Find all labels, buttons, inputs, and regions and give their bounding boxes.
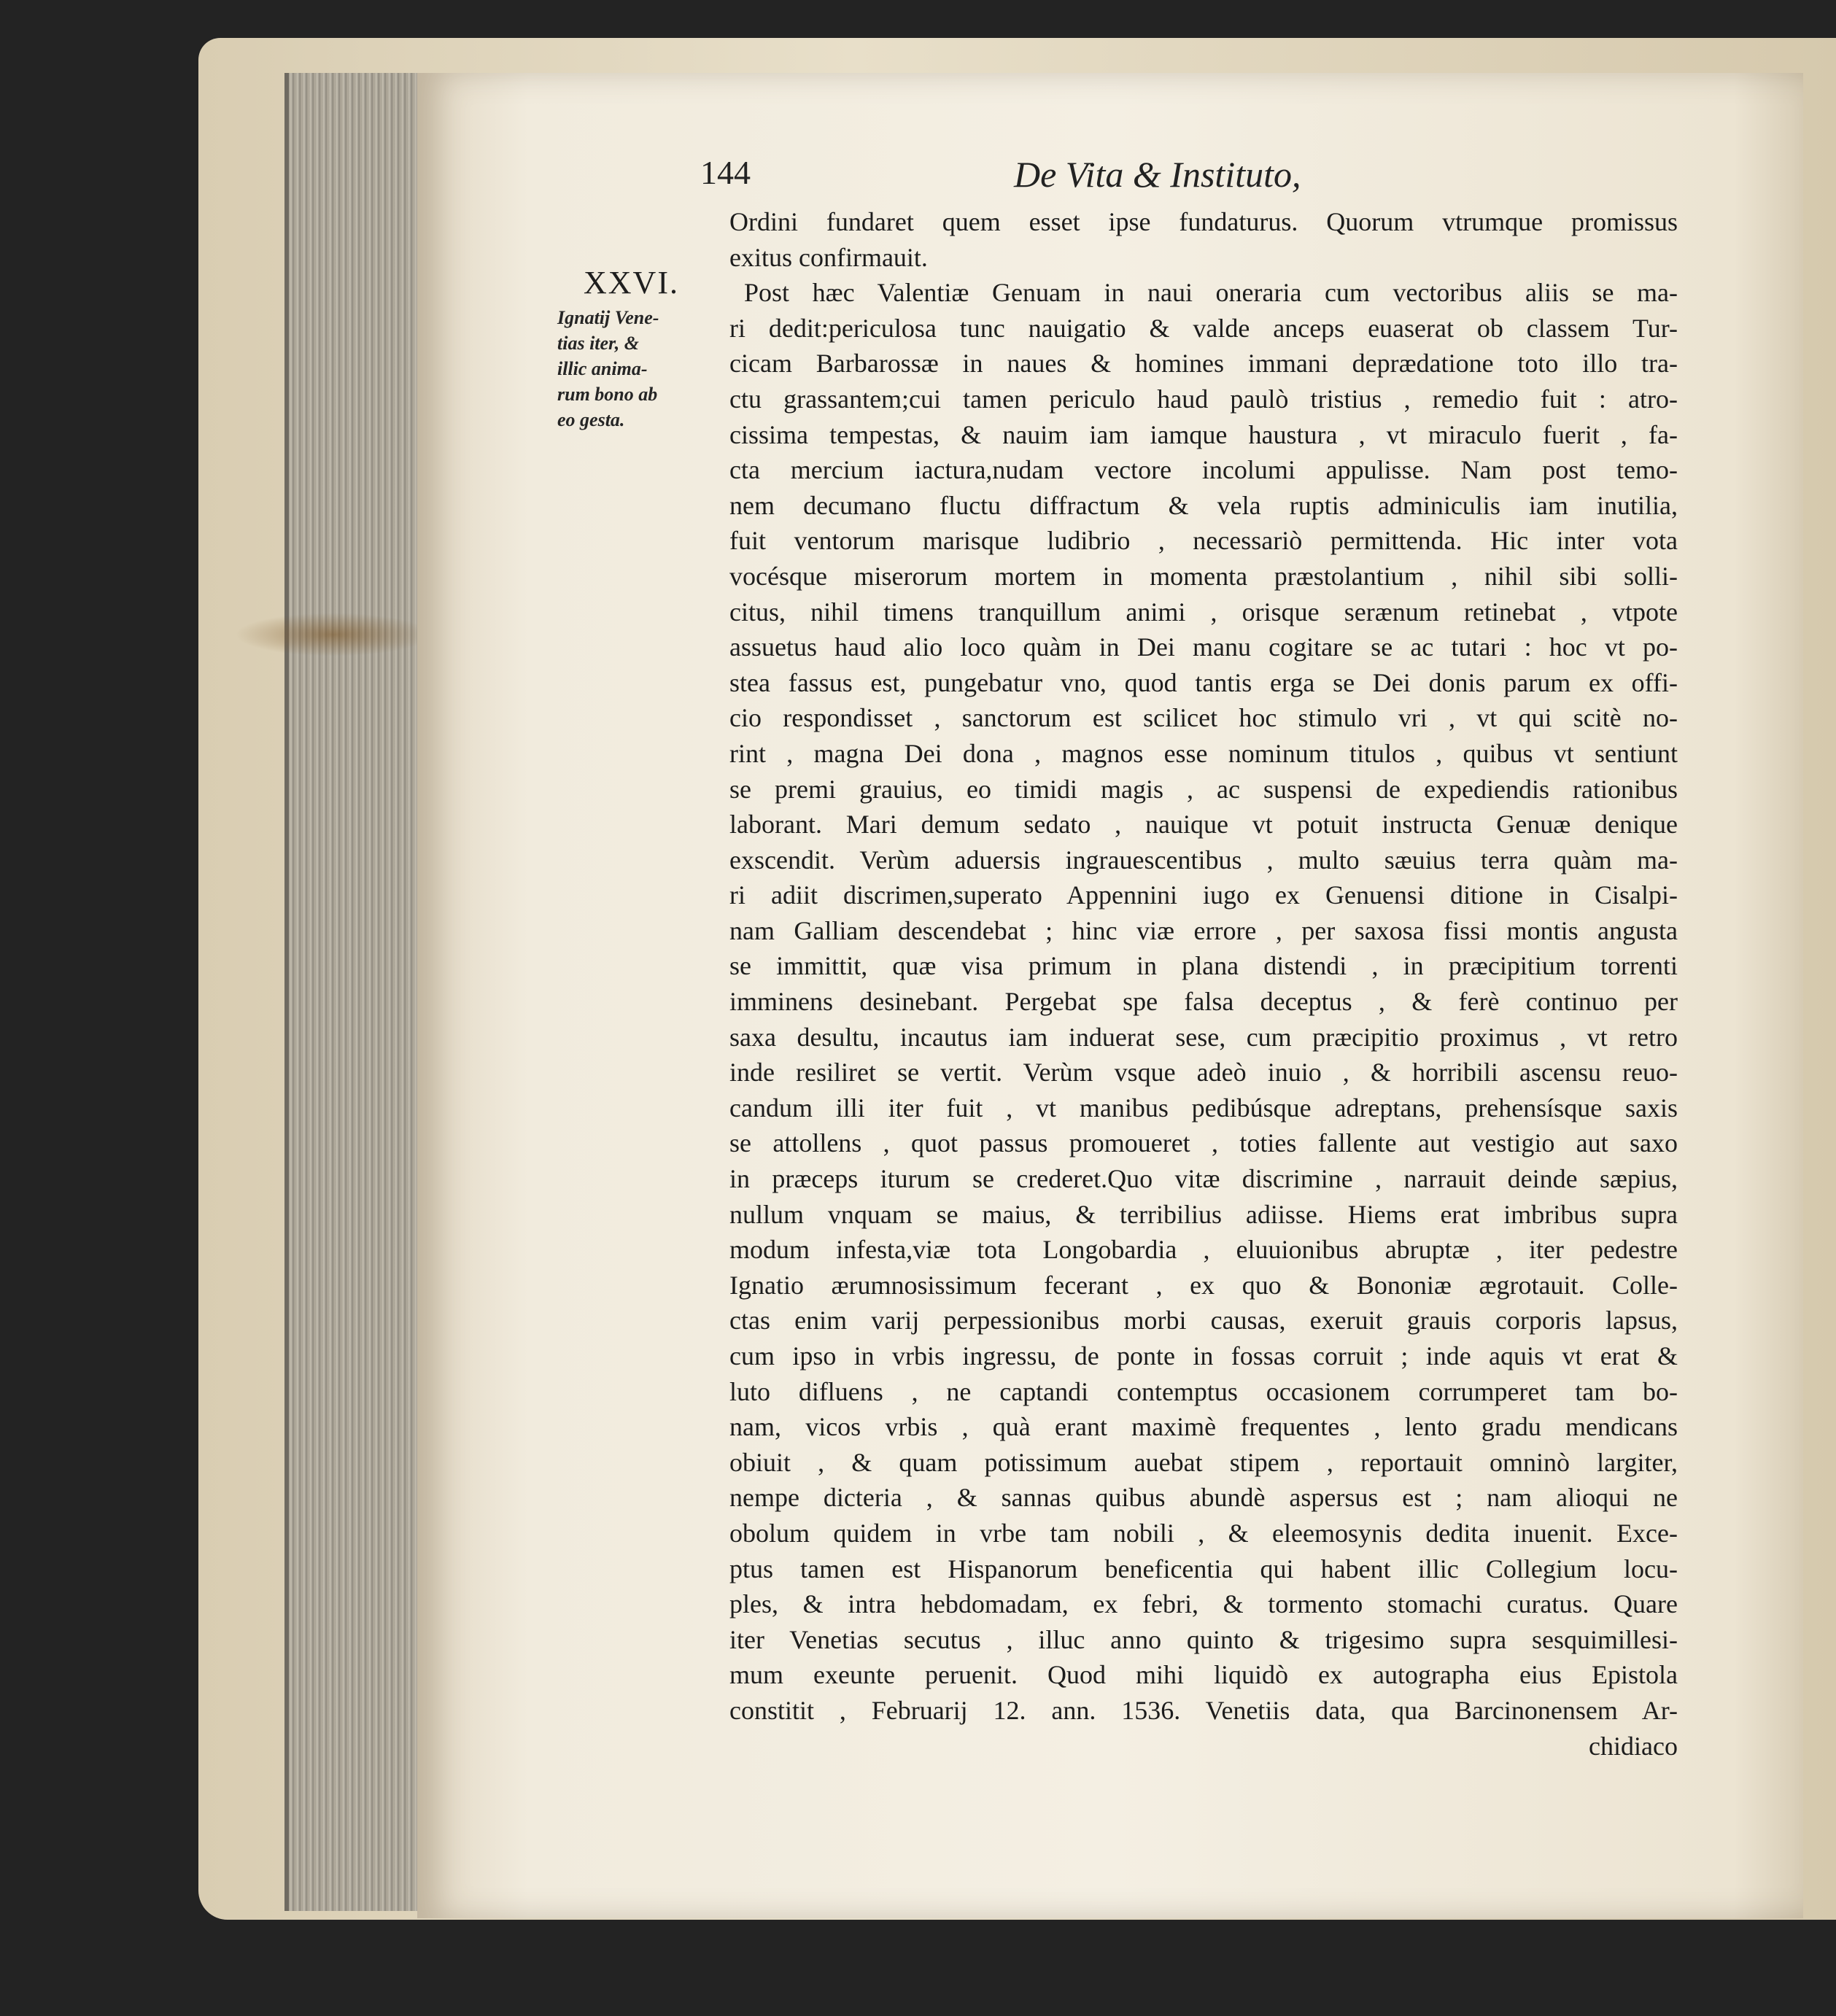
text-line: obiuit , & quam potissimum auebat stipem , reportauit omninò largiter, bbox=[729, 1447, 1678, 1477]
text-line: Ordini fundaret quem esset ipse fundaturus. Quorum vtrumque promissus bbox=[729, 207, 1678, 236]
text-line: cissima tempestas, & nauim iam iamque haustura , vt miraculo fuerit , fa- bbox=[729, 419, 1678, 449]
text-line: se attollens , quot passus promoueret , toties fallente aut vestigio aut saxo bbox=[729, 1128, 1678, 1158]
text-line: luto difluens , ne captandi contemptus occasionem corrumperet tam bo- bbox=[729, 1376, 1678, 1406]
text-line: mum exeunte peruenit. Quod mihi liquidò ex autographa eius Epistola bbox=[729, 1660, 1678, 1690]
text-line: vocésque miserorum mortem in momenta præstolantium , nihil sibi solli- bbox=[729, 561, 1678, 591]
text-line: candum illi iter fuit , vt manibus pedibúsque adreptans, prehensísque saxis bbox=[729, 1093, 1678, 1123]
text-line: obolum quidem in vrbe tam nobili , & eleemosynis dedita inuenit. Exce- bbox=[729, 1518, 1678, 1548]
running-head bbox=[700, 153, 1721, 204]
text-line: cicam Barbarossæ in naues & homines immani deprædatione toto illo tra- bbox=[729, 349, 1678, 379]
text-line: nam, vicos vrbis , quà erant maximè frequentes , lento gradu mendicans bbox=[729, 1412, 1678, 1442]
text-line: laborant. Mari demum sedato , nauique vt potuit instructa Genuæ denique bbox=[729, 810, 1678, 840]
text-line: nullum vnquam se maius, & terribilius adiisse. Hiems erat imbribus supra bbox=[729, 1199, 1678, 1229]
marginal-note-line: illic anima- bbox=[557, 358, 648, 379]
text-line: exscendit. Verùm aduersis ingrauescentibus , multo sæuius terra quàm ma- bbox=[729, 845, 1678, 875]
text-line: se premi grauius, eo timidi magis , ac suspensi de expediendis rationibus bbox=[729, 774, 1678, 804]
text-line: cio respondisset , sanctorum est scilicet hoc stimulo vri , vt qui scitè no- bbox=[729, 703, 1678, 733]
text-line: ctas enim varij perpessionibus morbi causas, exeruit grauis corporis lapsus, bbox=[729, 1306, 1678, 1335]
text-line: assuetus haud alio loco quàm in Dei manu cogitare se ac tutari : hoc vt po- bbox=[729, 632, 1678, 662]
marginal-note-line: tias iter, & bbox=[557, 333, 639, 354]
text-line: ptus tamen est Hispanorum beneficentia qui habent illic Collegium locu- bbox=[729, 1554, 1678, 1583]
body-text bbox=[729, 204, 1678, 1764]
text-line: iter Venetias secutus , illuc anno quinto & trigesimo supra sesquimillesi- bbox=[729, 1624, 1678, 1654]
text-line: cta mercium iactura,nudam vectore incolumi appulisse. Nam post temo- bbox=[729, 455, 1678, 485]
running-title: De Vita & Instituto, bbox=[1014, 154, 1301, 195]
text-line: nem decumano fluctu diffractum & vela ruptis adminiculis iam inutilia, bbox=[729, 490, 1678, 520]
marginal-note-line: eo gesta. bbox=[557, 409, 625, 430]
text-line: saxa desultu, incautus iam induerat sese, cum præcipitio proximus , vt retro bbox=[729, 1022, 1678, 1052]
text-line: exitus confirmauit. bbox=[729, 242, 928, 272]
catchword: chidiaco bbox=[1589, 1731, 1678, 1761]
text-line: imminens desinebant. Pergebat spe falsa deceptus , & ferè continuo per bbox=[729, 987, 1678, 1017]
text-line: ri adiit discrimen,superato Appennini iugo ex Genuensi ditione in Cisalpi- bbox=[729, 880, 1678, 910]
text-line: in præceps iturum se crederet.Quo vitæ discrimine , narrauit deinde sæpius, bbox=[729, 1164, 1678, 1194]
text-line: ri dedit:periculosa tunc nauigatio & valde anceps euaserat ob classem Tur- bbox=[729, 313, 1678, 343]
marginal-note-line: rum bono ab bbox=[557, 384, 658, 405]
text-line: Post hæc Valentiæ Genuam in naui oneraria cum vectoribus aliis se ma- bbox=[744, 278, 1678, 308]
text-line: Ignatio ærumnosissimum fecerant , ex quo & Bononiæ ægrotauit. Colle- bbox=[729, 1270, 1678, 1300]
text-line: citus, nihil timens tranquillum animi , orisque serænum retinebat , vtpote bbox=[729, 597, 1678, 627]
text-line: ples, & intra hebdomadam, ex febri, & tormento stomachi curatus. Quare bbox=[729, 1589, 1678, 1619]
text-line: ctu grassantem;cui tamen periculo haud paulò tristius , remedio fuit : atro- bbox=[729, 384, 1678, 414]
page-number: 144 bbox=[700, 154, 751, 191]
text-line: inde resiliret se vertit. Verùm vsque adeò inuio , & horribili ascensu reuo- bbox=[729, 1058, 1678, 1088]
text-line: constitit , Februarij 12. ann. 1536. Venetiis data, qua Barcinonensem Ar- bbox=[729, 1695, 1678, 1725]
edge-stain bbox=[235, 613, 432, 656]
text-line: rint , magna Dei dona , magnos esse nominum titulos , quibus vt sentiunt bbox=[729, 738, 1678, 768]
text-line: stea fassus est, pungebatur vno, quod tantis erga se Dei donis parum ex offi- bbox=[729, 667, 1678, 697]
page-edges bbox=[284, 73, 427, 1911]
text-line: cum ipso in vrbis ingressu, de ponte in fossas corruit ; inde aquis vt erat & bbox=[729, 1341, 1678, 1371]
text-line: nempe dicteria , & sannas quibus abundè aspersus est ; nam alioqui ne bbox=[729, 1483, 1678, 1513]
marginal-note-line: Ignatij Vene- bbox=[557, 307, 659, 328]
text-line: se immittit, quæ visa primum in plana distendi , in præcipitium torrenti bbox=[729, 951, 1678, 981]
text-line: nam Galliam descendebat ; hinc viæ errore , per saxosa fissi montis angusta bbox=[729, 915, 1678, 945]
text-line: fuit ventorum marisque ludibrio , necessariò permittenda. Hic inter vota bbox=[729, 526, 1678, 556]
marginal-note bbox=[557, 305, 703, 433]
section-number: XXVI. bbox=[584, 265, 679, 301]
text-line: modum infesta,viæ tota Longobardia , eluuionibus abruptæ , iter pedestre bbox=[729, 1235, 1678, 1265]
